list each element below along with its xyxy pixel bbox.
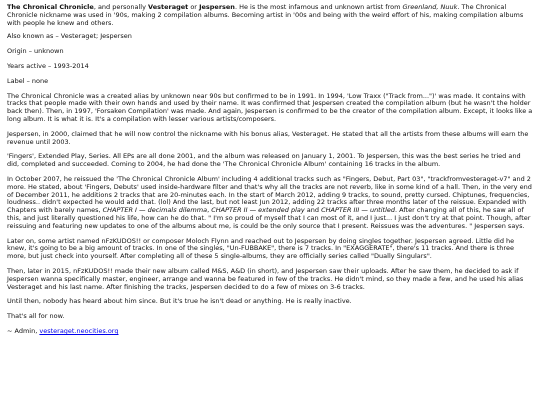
- history-paragraph-3: 'Fingers', Extended Play, Series. All EPs are all done 2001, and the album was released on January 1, 2001. To Jespersen, this was the best series he tried and did, completed and succeeded. Coming to 2004, he had done the 'The Chronical Chronicle Album' containing 16 tracks in the album.: [7, 152, 521, 169]
- history-text: and: [304, 206, 322, 215]
- history-paragraph-1: The Chronical Chronicle was a created alias by unknown near 90s but confirmed to be in 1991. In 1994, 'Low Traxx ("Track from...")' was made. It contains with tracks that people made with their own hands and used by their name. It was confirmed that Jespersen created the compilation album (but he wasn't the holder back then). Then, in 1997, 'Forsaken Compilation' was made. And again, Jespersen is confirmed to be the creator of the compilation album. Except, it looks like a long album. It is what it is. It's a compilation with lesser various artists/composers.: [7, 91, 533, 123]
- origin-place: Greenland, Nuuk: [402, 3, 458, 11]
- history-text: . After changing all of this, he saw all of this, and just literally questioned his life, how can he do that. " I'm so proud of myself that I can most of it, and I just... I just don't try at that point. Though, after reissuing and featuring new updates to one of the albums about me, is could be the only source that I present. Reissues was the adventures. " Jespersen says.: [7, 206, 531, 230]
- intro-text: , and personally: [93, 3, 149, 11]
- intro-text: or: [188, 3, 200, 11]
- intro-text: . He is the most infamous and unknown artist from: [234, 3, 403, 11]
- signature: [7, 328, 534, 336]
- artist-name: The Chronical Chronicle: [7, 3, 94, 11]
- history-text: ,: [207, 206, 212, 215]
- origin: Origin – unknown: [7, 47, 64, 56]
- signature-text: ~ Admin,: [7, 326, 40, 335]
- history-paragraph-4: [7, 176, 534, 231]
- history-text: In October 2007, he reissued the 'The Chronical Chronicle Album' including 4 additional tracks such as "Fingers, Debut, Part 03", "trackfromvesteraget-v7" and 2 more. He stated, about 'Fingers, Debuts' used inside-hardware filter and that's why all the tracks are not reverb, like in some kind of a hall. Then, in the very end of December 2011, he additions 2 tracks that are 20-minutes each. In the start of March 2012, adding 9 tracks, to sound, pretty cursed. Chiptunes, frequencies, loudness.. didn't expected he would add that. (lol) And the last, but not least Jun 2012, adding 22 tracks after three months later of the reissue. Expanded with Chapters with barely names,: [7, 174, 532, 215]
- intro-text: . The Chronical Chronicle nickname was used in '90s, making 2 compilation albums. Becoming artist in '00s and being with the weird effort of his, making compilation albums with people he knew and others.: [7, 3, 524, 27]
- chapter-2: CHAPTER II — extended play: [211, 206, 305, 215]
- history-paragraph-2: Jespersen, in 2000, claimed that he will now control the nickname with his bonus alias, Vesteraget. He stated that all the artists from these albums will earn the revenue until 2003.: [7, 129, 529, 146]
- alias-jespersen: Jespersen: [199, 3, 235, 11]
- history-paragraph-5: Later on, some artist named nFzKUDOS!! or composer Moloch Flynn and reached out to Jespersen by doing singles together. Jespersen agreed. Little did he knew, it's going to be a big amount of tracks. In one of the singles, "Un-FUBBAKE", there is 7 tracks. In "EXAGGERATE", there's 11 tracks. And there is three more, but just check into yourself. After completing all of these 5 single-albums, they are officially series called "Dually Singulars".: [7, 236, 515, 261]
- history-paragraph-7: Until then, nobody has heard about him since. But it's true he isn't dead or anything. He is really inactive.: [7, 297, 352, 306]
- also-known-as: Also known as – Vesteraget; Jespersen: [7, 32, 132, 41]
- chapter-3: CHAPTER III — untitled: [321, 206, 396, 215]
- intro-paragraph: [7, 4, 534, 27]
- chapter-1: CHAPTER I — decimals dilemma: [102, 206, 208, 215]
- years-active: Years active – 1993-2014: [7, 61, 89, 70]
- site-link[interactable]: vesteraget.neocities.org: [39, 326, 119, 335]
- label: Label – none: [7, 76, 49, 85]
- history-paragraph-6: Then, later in 2015, nFzKUDOS!! made their new album called M&S, A&D (in short), and Jespersen saw their uploads. After he saw them, he decided to ask if Jespersen wanna specifically master, engineer, arrange and wanna be featured in few of the tracks. He didn't mind, so they made a few, and he used his alias Vesteraget and his last name. After finishing the tracks, Jespersen decided to do a few of mixes on 3-6 tracks.: [7, 266, 524, 291]
- alias-vesteraget: Vesteraget: [148, 3, 189, 11]
- history-paragraph-8: That's all for now.: [7, 312, 65, 321]
